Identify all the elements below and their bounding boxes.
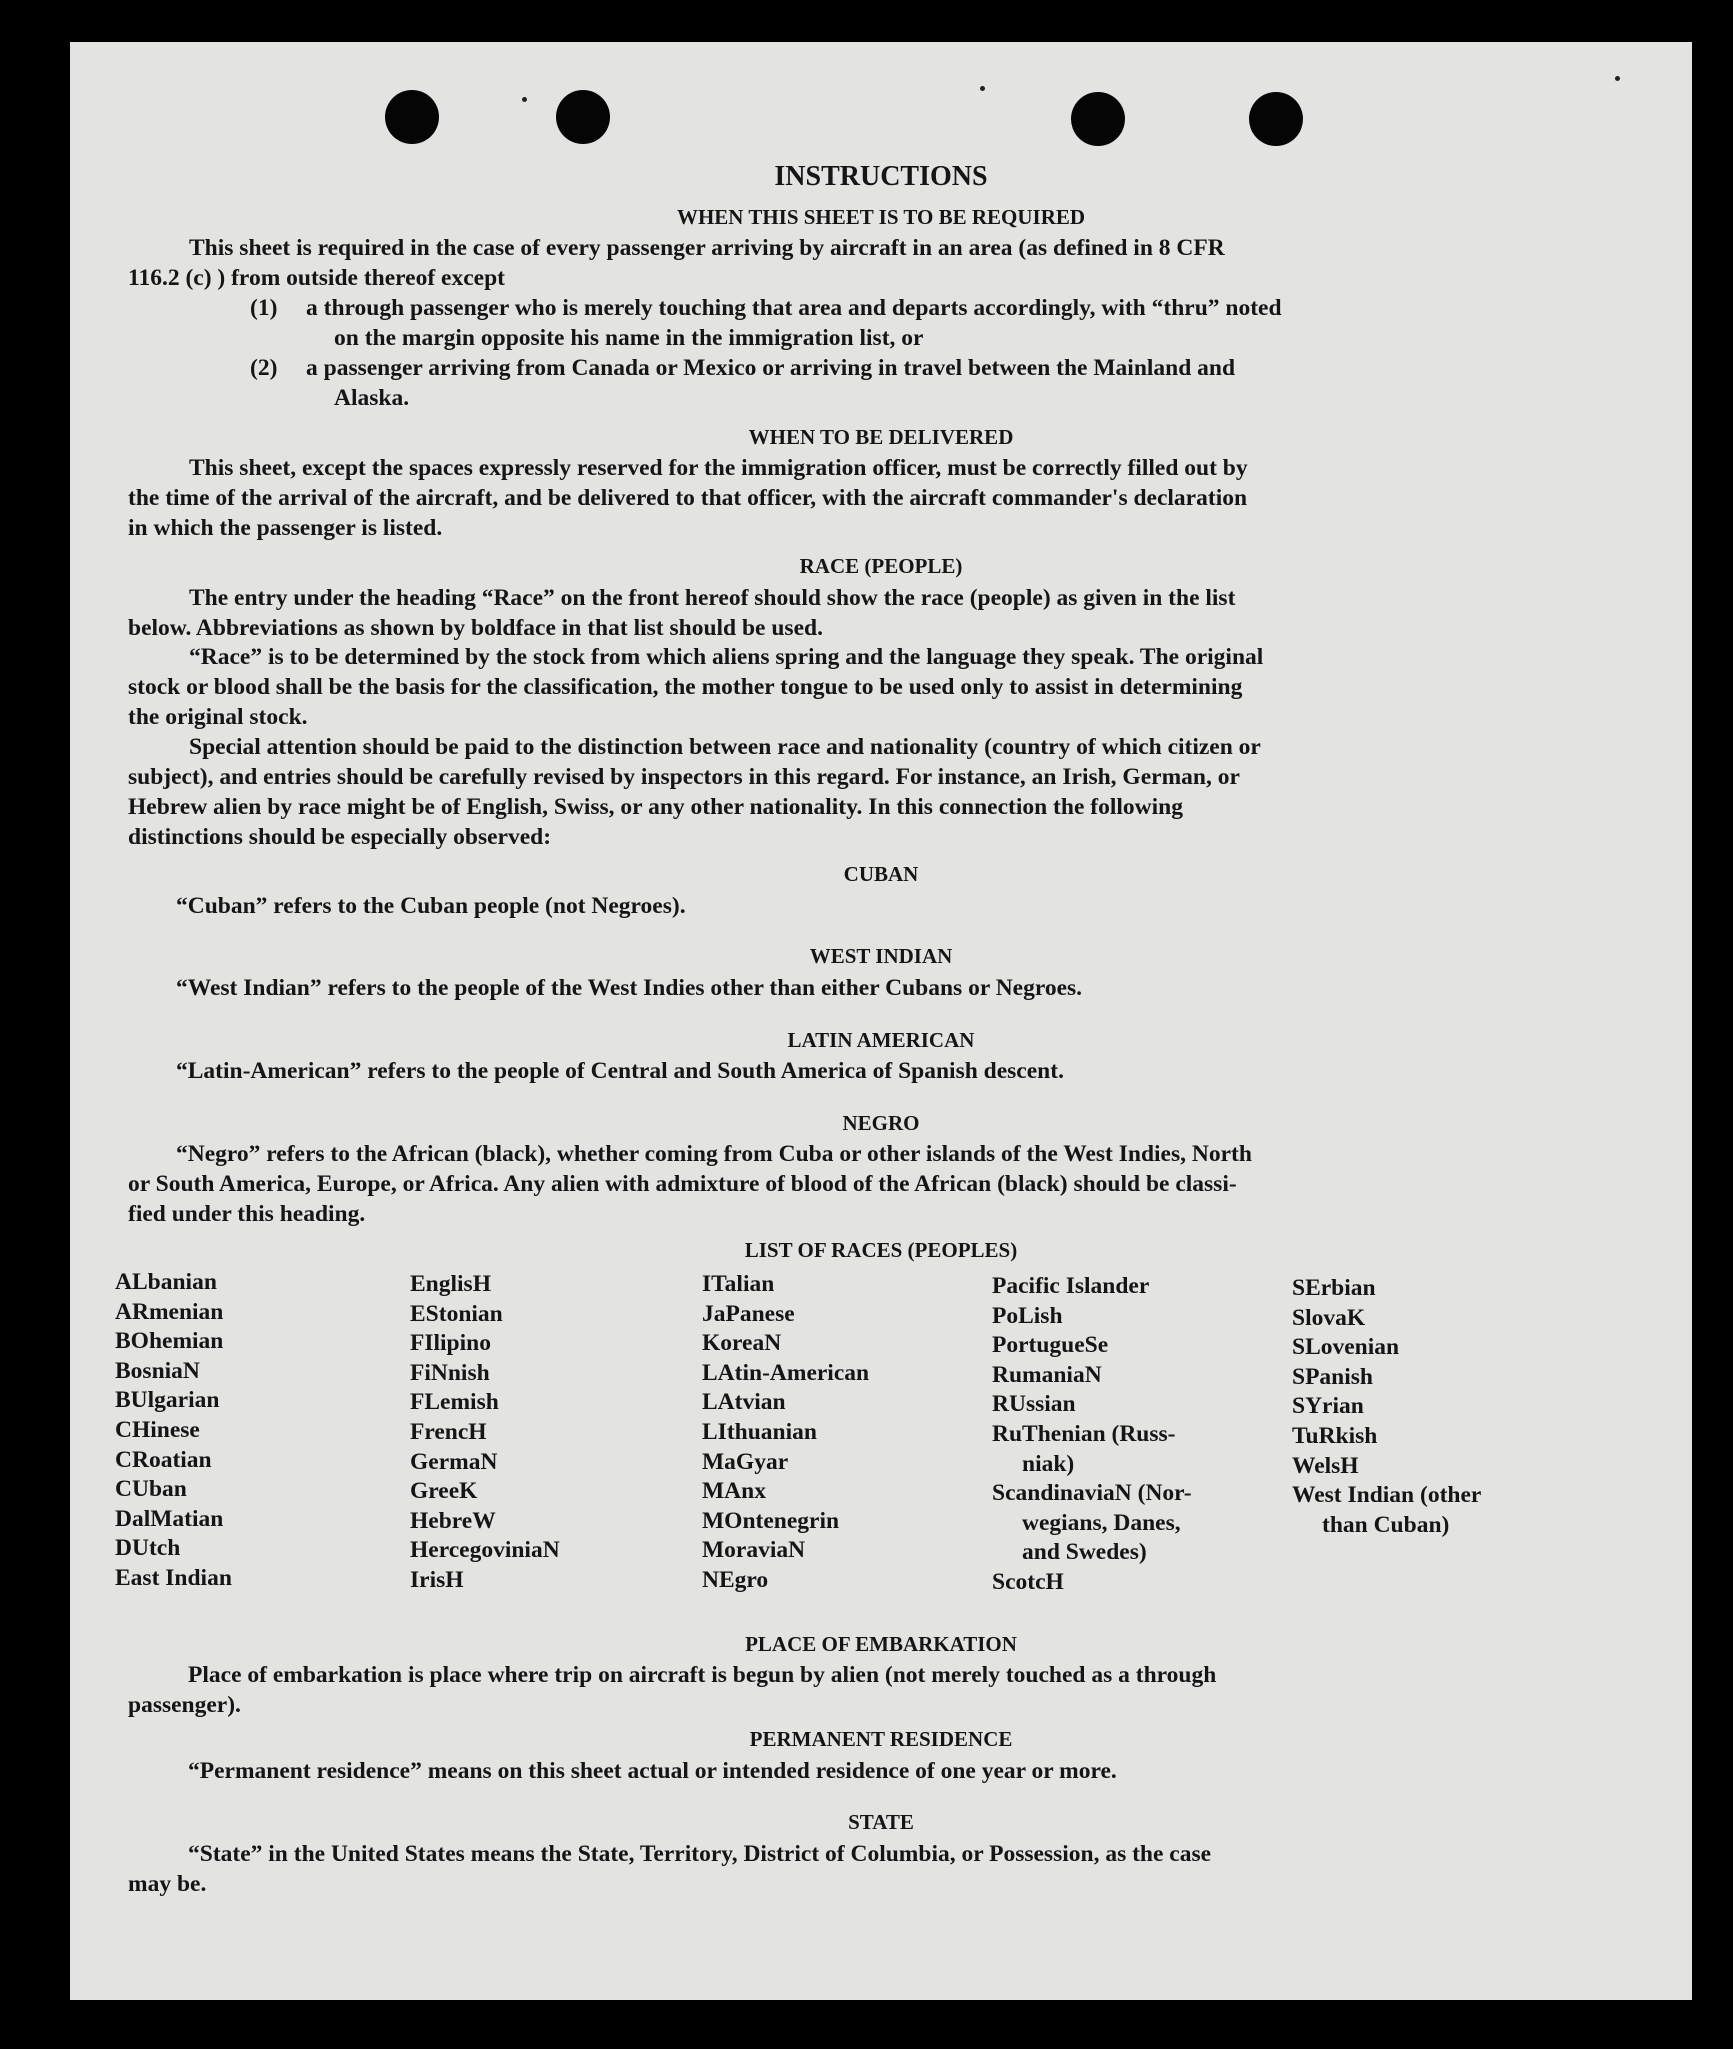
race-item: ScotcH: [992, 1568, 1064, 1595]
punch-hole: [1249, 92, 1303, 146]
race-item: MaGyar: [702, 1448, 789, 1475]
punch-hole: [556, 90, 610, 144]
race-item: NEgro: [702, 1566, 769, 1593]
race-item: MoraviaN: [702, 1537, 806, 1564]
exception-1-line-2: on the margin opposite his name in the immigration list, or: [334, 325, 924, 351]
race-item: PortugueSe: [992, 1332, 1109, 1359]
race-item: CHinese: [115, 1416, 200, 1443]
race-item: ARmenian: [115, 1298, 224, 1325]
race-para-3-line-1: Special attention should be paid to the distinction between race and nationality (country of which citizen or: [189, 734, 1261, 760]
race-para-2-line-2: stock or blood shall be the basis for the classification, the mother tongue to be used only to assist in determining: [128, 674, 1243, 700]
race-list-column-1: [115, 1268, 232, 1594]
race-item: BOhemian: [115, 1328, 224, 1355]
delivered-heading: WHEN TO BE DELIVERED: [748, 425, 1014, 449]
exception-1-number: (1): [250, 295, 278, 321]
race-item: DalMatian: [115, 1505, 224, 1532]
race-item: LAtin-American: [702, 1359, 870, 1386]
embarkation-line-1: Place of embarkation is place where trip on aircraft is begun by alien (not merely touched as a through: [188, 1662, 1217, 1688]
race-item: RUssian: [992, 1391, 1076, 1418]
race-para-3-line-3: Hebrew alien by race might be of English, Swiss, or any other nationality. In this connection the following: [128, 794, 1183, 820]
race-list-column-4: [992, 1272, 1192, 1598]
race-item: IrisH: [410, 1566, 464, 1593]
race-list-heading: LIST OF RACES (PEOPLES): [744, 1238, 1018, 1262]
race-item: West Indian (other: [1292, 1482, 1482, 1509]
negro-line-1: “Negro” refers to the African (black), whether coming from Cuba or other islands of the West Indies, North: [176, 1141, 1252, 1167]
latin-american-heading: LATIN AMERICAN: [787, 1028, 975, 1052]
race-para-3-line-4: distinctions should be especially observed:: [128, 824, 552, 850]
race-para-1-line-2: below. Abbreviations as shown by boldface in that list should be used.: [128, 615, 823, 641]
exception-2-number: (2): [250, 355, 278, 381]
negro-line-2: or South America, Europe, or Africa. Any alien with admixture of blood of the African (black) should be classi-: [128, 1171, 1237, 1197]
race-item: HebreW: [410, 1507, 496, 1534]
required-heading: WHEN THIS SHEET IS TO BE REQUIRED: [676, 205, 1086, 229]
race-item: EStonian: [410, 1300, 503, 1327]
state-line-2: may be.: [128, 1871, 207, 1897]
race-list-column-3: [702, 1270, 869, 1596]
race-item: LAtvian: [702, 1389, 786, 1416]
race-item: FrencH: [410, 1418, 487, 1445]
race-item: DUtch: [115, 1535, 181, 1562]
race-item: CUban: [115, 1476, 187, 1503]
west-indian-definition: “West Indian” refers to the people of the West Indies other than either Cubans or Negroes.: [176, 975, 1083, 1001]
race-item: MOntenegrin: [702, 1507, 840, 1534]
race-item-continued: and Swedes): [1022, 1539, 1147, 1566]
race-item: SErbian: [1292, 1275, 1376, 1301]
residence-heading: PERMANENT RESIDENCE: [749, 1727, 1013, 1751]
embarkation-heading: PLACE OF EMBARKATION: [745, 1632, 1017, 1656]
race-item: LIthuanian: [702, 1418, 817, 1445]
race-item: JaPanese: [702, 1300, 795, 1327]
race-item-continued: wegians, Danes,: [1022, 1509, 1181, 1536]
race-item: East Indian: [115, 1564, 232, 1591]
race-item: KoreaN: [702, 1330, 782, 1357]
race-item: BosniaN: [115, 1357, 200, 1384]
punch-hole: [385, 90, 439, 144]
race-list-column-5: [1292, 1274, 1481, 1540]
race-item-continued: than Cuban): [1322, 1511, 1450, 1538]
paper-speck: [980, 86, 985, 91]
race-item: FIlipino: [410, 1330, 491, 1357]
paper-speck: [1615, 76, 1620, 81]
race-item: SlovaK: [1292, 1304, 1366, 1331]
page-title: INSTRUCTIONS: [774, 161, 988, 192]
race-item: MAnx: [702, 1478, 766, 1505]
latin-american-definition: “Latin-American” refers to the people of Central and South America of Spanish descent.: [176, 1058, 1064, 1084]
race-item: SPanish: [1292, 1363, 1373, 1390]
race-para-2-line-3: the original stock.: [128, 704, 308, 730]
race-item: SLovenian: [1292, 1334, 1400, 1361]
race-item-continued: niak): [1022, 1450, 1075, 1477]
race-para-1-line-1: The entry under the heading “Race” on the front hereof should show the race (people) as given in the list: [189, 585, 1236, 611]
race-item: ITalian: [702, 1271, 775, 1297]
race-item: SYrian: [1292, 1393, 1364, 1420]
state-heading: STATE: [848, 1810, 914, 1834]
race-item: BUlgarian: [115, 1387, 220, 1414]
state-line-1: “State” in the United States means the State, Territory, District of Columbia, or Possession, as the case: [188, 1841, 1212, 1867]
west-indian-heading: WEST INDIAN: [809, 944, 953, 968]
delivered-line-3: in which the passenger is listed.: [128, 515, 443, 541]
race-item: RuThenian (Russ-: [992, 1420, 1176, 1447]
race-item: FLemish: [410, 1389, 499, 1416]
punch-hole: [1071, 92, 1125, 146]
required-intro-line-2: 116.2 (c) ) from outside thereof except: [128, 265, 505, 291]
delivered-line-1: This sheet, except the spaces expressly reserved for the immigration officer, must be correctly filled out by: [189, 455, 1248, 481]
race-item: GermaN: [410, 1448, 498, 1475]
exception-2-line-2: Alaska.: [334, 385, 410, 411]
delivered-line-2: the time of the arrival of the aircraft, and be delivered to that officer, with the aircraft commander's declaration: [128, 485, 1248, 511]
exception-1-line-1: a through passenger who is merely touching that area and departs accordingly, with “thru” noted: [306, 295, 1282, 321]
race-list-column-2: [410, 1270, 560, 1596]
exception-2-line-1: a passenger arriving from Canada or Mexico or arriving in travel between the Mainland and: [306, 355, 1236, 381]
race-para-3-line-2: subject), and entries should be carefully revised by inspectors in this regard. For instance, an Irish, German, or: [128, 764, 1240, 790]
race-item: CRoatian: [115, 1446, 212, 1473]
cuban-definition: “Cuban” refers to the Cuban people (not Negroes).: [176, 893, 686, 919]
race-item: GreeK: [410, 1478, 478, 1505]
race-item: FiNnish: [410, 1359, 490, 1386]
race-item: ScandinaviaN (Nor-: [992, 1480, 1192, 1507]
race-item: RumaniaN: [992, 1361, 1102, 1388]
race-item: Pacific Islander: [992, 1273, 1150, 1299]
race-item: HercegoviniaN: [410, 1537, 560, 1564]
cuban-heading: CUBAN: [843, 862, 919, 886]
race-item: EnglisH: [410, 1271, 491, 1297]
negro-heading: NEGRO: [842, 1111, 920, 1135]
residence-definition: “Permanent residence” means on this sheet actual or intended residence of one year or more.: [188, 1758, 1117, 1784]
required-intro-line-1: This sheet is required in the case of every passenger arriving by aircraft in an area (as defined in 8 CFR: [189, 235, 1225, 261]
race-item: PoLish: [992, 1302, 1063, 1329]
race-item: TuRkish: [1292, 1422, 1378, 1449]
race-heading: RACE (PEOPLE): [799, 554, 963, 578]
race-item: WelsH: [1292, 1452, 1359, 1479]
instruction-sheet: [70, 42, 1692, 2000]
embarkation-line-2: passenger).: [128, 1692, 241, 1718]
paper-speck: [522, 97, 527, 102]
race-para-2-line-1: “Race” is to be determined by the stock from which aliens spring and the language they speak. The original: [189, 644, 1264, 670]
negro-line-3: fied under this heading.: [128, 1201, 366, 1227]
race-item: ALbanian: [115, 1269, 217, 1295]
